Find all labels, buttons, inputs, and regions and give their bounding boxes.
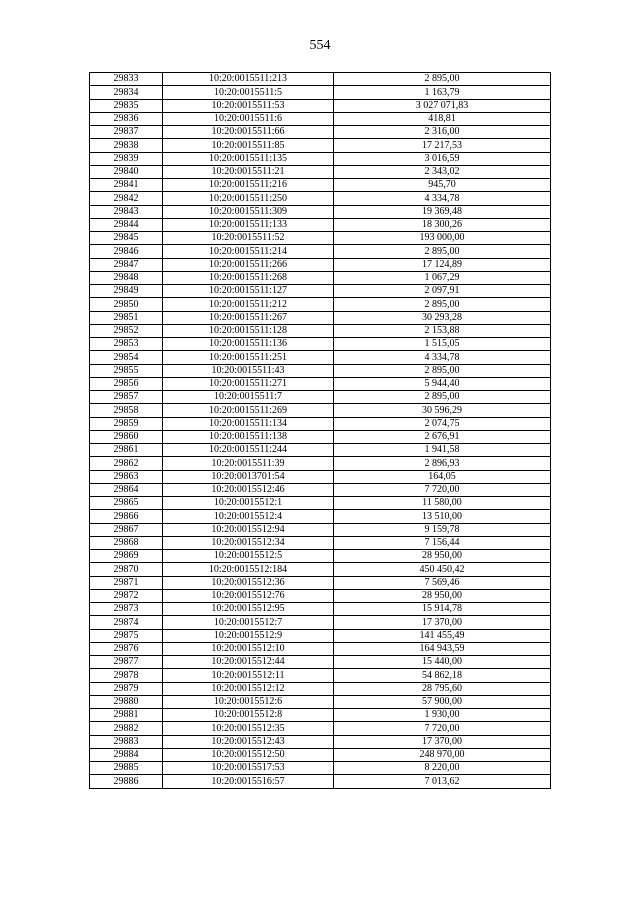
cadastral-value-cell: 57 900,00 <box>334 695 551 708</box>
cadastral-number-cell: 10:20:0015511:127 <box>163 285 334 298</box>
cadastral-number-cell: 10:20:0015512:6 <box>163 695 334 708</box>
table-row <box>90 232 551 245</box>
table-row <box>90 298 551 311</box>
table-row <box>90 417 551 430</box>
table-row <box>90 338 551 351</box>
cadastral-number-cell: 10:20:0015511:7 <box>163 391 334 404</box>
table-row <box>90 285 551 298</box>
cadastral-number-cell: 10:20:0015511:267 <box>163 311 334 324</box>
cadastral-number-cell: 10:20:0015511:212 <box>163 298 334 311</box>
row-number-cell: 29849 <box>90 285 163 298</box>
cadastral-value-cell: 2 316,00 <box>334 126 551 139</box>
cadastral-number-cell: 10:20:0015511:216 <box>163 179 334 192</box>
cadastral-number-cell: 10:20:0015511:5 <box>163 86 334 99</box>
row-number-cell: 29835 <box>90 99 163 112</box>
cadastral-value-cell: 248 970,00 <box>334 748 551 761</box>
cadastral-value-cell: 30 596,29 <box>334 404 551 417</box>
cadastral-number-cell: 10:20:0015512:10 <box>163 642 334 655</box>
table-row <box>90 483 551 496</box>
row-number-cell: 29872 <box>90 589 163 602</box>
row-number-cell: 29862 <box>90 457 163 470</box>
cadastral-number-cell: 10:20:0015512:36 <box>163 576 334 589</box>
table-row <box>90 139 551 152</box>
cadastral-value-cell: 7 720,00 <box>334 483 551 496</box>
cadastral-number-cell: 10:20:0015511:309 <box>163 205 334 218</box>
table-row <box>90 112 551 125</box>
table-row <box>90 563 551 576</box>
row-number-cell: 29834 <box>90 86 163 99</box>
cadastral-number-cell: 10:20:0015512:44 <box>163 656 334 669</box>
cadastral-number-cell: 10:20:0015512:12 <box>163 682 334 695</box>
table-row <box>90 629 551 642</box>
row-number-cell: 29852 <box>90 324 163 337</box>
cadastral-number-cell: 10:20:0013701:54 <box>163 470 334 483</box>
table-row <box>90 391 551 404</box>
row-number-cell: 29881 <box>90 709 163 722</box>
cadastral-number-cell: 10:20:0015511:53 <box>163 99 334 112</box>
row-number-cell: 29851 <box>90 311 163 324</box>
cadastral-value-cell: 15 440,00 <box>334 656 551 669</box>
table-row <box>90 205 551 218</box>
cadastral-number-cell: 10:20:0015511:214 <box>163 245 334 258</box>
cadastral-number-cell: 10:20:0015511:271 <box>163 377 334 390</box>
cadastral-number-cell: 10:20:0015511:6 <box>163 112 334 125</box>
cadastral-number-cell: 10:20:0015511:244 <box>163 444 334 457</box>
row-number-cell: 29880 <box>90 695 163 708</box>
cadastral-value-cell: 2 343,02 <box>334 165 551 178</box>
table-row <box>90 218 551 231</box>
table-row <box>90 444 551 457</box>
row-number-cell: 29840 <box>90 165 163 178</box>
row-number-cell: 29866 <box>90 510 163 523</box>
row-number-cell: 29869 <box>90 550 163 563</box>
cadastral-value-table <box>89 72 551 789</box>
table-row <box>90 404 551 417</box>
row-number-cell: 29868 <box>90 536 163 549</box>
cadastral-number-cell: 10:20:0015512:94 <box>163 523 334 536</box>
table-row <box>90 510 551 523</box>
row-number-cell: 29844 <box>90 218 163 231</box>
table-row <box>90 324 551 337</box>
table-row <box>90 523 551 536</box>
cadastral-value-cell: 18 300,26 <box>334 218 551 231</box>
table-row <box>90 722 551 735</box>
cadastral-number-cell: 10:20:0015511:21 <box>163 165 334 178</box>
cadastral-number-cell: 10:20:0015512:46 <box>163 483 334 496</box>
row-number-cell: 29859 <box>90 417 163 430</box>
table-row <box>90 656 551 669</box>
row-number-cell: 29867 <box>90 523 163 536</box>
cadastral-value-cell: 17 217,53 <box>334 139 551 152</box>
row-number-cell: 29847 <box>90 258 163 271</box>
table-row <box>90 576 551 589</box>
row-number-cell: 29833 <box>90 73 163 86</box>
row-number-cell: 29870 <box>90 563 163 576</box>
table-row <box>90 603 551 616</box>
row-number-cell: 29854 <box>90 351 163 364</box>
cadastral-number-cell: 10:20:0015512:4 <box>163 510 334 523</box>
row-number-cell: 29878 <box>90 669 163 682</box>
row-number-cell: 29882 <box>90 722 163 735</box>
row-number-cell: 29885 <box>90 762 163 775</box>
cadastral-number-cell: 10:20:0015511:250 <box>163 192 334 205</box>
cadastral-number-cell: 10:20:0015512:9 <box>163 629 334 642</box>
cadastral-value-cell: 28 795,60 <box>334 682 551 695</box>
cadastral-number-cell: 10:20:0015512:5 <box>163 550 334 563</box>
cadastral-number-cell: 10:20:0015512:95 <box>163 603 334 616</box>
row-number-cell: 29855 <box>90 364 163 377</box>
cadastral-value-cell: 193 000,00 <box>334 232 551 245</box>
cadastral-value-cell: 141 455,49 <box>334 629 551 642</box>
cadastral-value-cell: 3 016,59 <box>334 152 551 165</box>
cadastral-value-cell: 2 676,91 <box>334 430 551 443</box>
row-number-cell: 29883 <box>90 735 163 748</box>
cadastral-value-cell: 17 370,00 <box>334 616 551 629</box>
cadastral-value-cell: 2 895,00 <box>334 245 551 258</box>
cadastral-value-cell: 4 334,78 <box>334 192 551 205</box>
row-number-cell: 29860 <box>90 430 163 443</box>
table-row <box>90 126 551 139</box>
cadastral-number-cell: 10:20:0015516:57 <box>163 775 334 788</box>
cadastral-value-cell: 945,70 <box>334 179 551 192</box>
cadastral-value-cell: 8 220,00 <box>334 762 551 775</box>
cadastral-number-cell: 10:20:0015511:43 <box>163 364 334 377</box>
row-number-cell: 29853 <box>90 338 163 351</box>
row-number-cell: 29850 <box>90 298 163 311</box>
row-number-cell: 29874 <box>90 616 163 629</box>
row-number-cell: 29846 <box>90 245 163 258</box>
table-row <box>90 258 551 271</box>
row-number-cell: 29864 <box>90 483 163 496</box>
cadastral-number-cell: 10:20:0015512:11 <box>163 669 334 682</box>
table-row <box>90 99 551 112</box>
cadastral-value-cell: 28 950,00 <box>334 550 551 563</box>
table-row <box>90 589 551 602</box>
cadastral-number-cell: 10:20:0015511:251 <box>163 351 334 364</box>
cadastral-value-cell: 164,05 <box>334 470 551 483</box>
row-number-cell: 29873 <box>90 603 163 616</box>
table-row <box>90 351 551 364</box>
cadastral-value-cell: 2 097,91 <box>334 285 551 298</box>
cadastral-number-cell: 10:20:0015511:66 <box>163 126 334 139</box>
cadastral-value-cell: 2 896,93 <box>334 457 551 470</box>
row-number-cell: 29843 <box>90 205 163 218</box>
row-number-cell: 29836 <box>90 112 163 125</box>
table-row <box>90 457 551 470</box>
cadastral-value-cell: 2 074,75 <box>334 417 551 430</box>
cadastral-value-cell: 7 720,00 <box>334 722 551 735</box>
cadastral-value-cell: 7 156,44 <box>334 536 551 549</box>
cadastral-number-cell: 10:20:0015511:135 <box>163 152 334 165</box>
table-row <box>90 682 551 695</box>
table-row <box>90 669 551 682</box>
row-number-cell: 29884 <box>90 748 163 761</box>
table-row <box>90 735 551 748</box>
table-row <box>90 311 551 324</box>
cadastral-value-cell: 7 569,46 <box>334 576 551 589</box>
cadastral-value-cell: 1 163,79 <box>334 86 551 99</box>
table-row <box>90 192 551 205</box>
row-number-cell: 29839 <box>90 152 163 165</box>
cadastral-value-cell: 30 293,28 <box>334 311 551 324</box>
cadastral-value-cell: 450 450,42 <box>334 563 551 576</box>
row-number-cell: 29875 <box>90 629 163 642</box>
cadastral-value-cell: 4 334,78 <box>334 351 551 364</box>
table-row <box>90 748 551 761</box>
cadastral-number-cell: 10:20:0015511:268 <box>163 271 334 284</box>
cadastral-value-cell: 2 153,88 <box>334 324 551 337</box>
cadastral-value-cell: 28 950,00 <box>334 589 551 602</box>
cadastral-value-cell: 5 944,40 <box>334 377 551 390</box>
cadastral-value-cell: 1 930,00 <box>334 709 551 722</box>
table-row <box>90 245 551 258</box>
row-number-cell: 29861 <box>90 444 163 457</box>
table-row <box>90 695 551 708</box>
row-number-cell: 29837 <box>90 126 163 139</box>
row-number-cell: 29876 <box>90 642 163 655</box>
table-row <box>90 86 551 99</box>
cadastral-value-cell: 15 914,78 <box>334 603 551 616</box>
cadastral-number-cell: 10:20:0015512:76 <box>163 589 334 602</box>
cadastral-number-cell: 10:20:0015511:52 <box>163 232 334 245</box>
cadastral-number-cell: 10:20:0015511:266 <box>163 258 334 271</box>
row-number-cell: 29865 <box>90 497 163 510</box>
cadastral-number-cell: 10:20:0015511:136 <box>163 338 334 351</box>
table-row <box>90 152 551 165</box>
table-row <box>90 271 551 284</box>
table-row <box>90 377 551 390</box>
row-number-cell: 29842 <box>90 192 163 205</box>
row-number-cell: 29848 <box>90 271 163 284</box>
page-number: 554 <box>309 38 331 53</box>
row-number-cell: 29886 <box>90 775 163 788</box>
table-row <box>90 775 551 788</box>
cadastral-value-cell: 2 895,00 <box>334 364 551 377</box>
row-number-cell: 29856 <box>90 377 163 390</box>
cadastral-value-cell: 9 159,78 <box>334 523 551 536</box>
cadastral-value-cell: 1 515,05 <box>334 338 551 351</box>
cadastral-number-cell: 10:20:0015511:138 <box>163 430 334 443</box>
cadastral-value-cell: 13 510,00 <box>334 510 551 523</box>
cadastral-number-cell: 10:20:0015511:213 <box>163 73 334 86</box>
table-row <box>90 536 551 549</box>
cadastral-number-cell: 10:20:0015512:1 <box>163 497 334 510</box>
table-row <box>90 430 551 443</box>
table-row <box>90 550 551 563</box>
cadastral-value-cell: 418,81 <box>334 112 551 125</box>
row-number-cell: 29838 <box>90 139 163 152</box>
cadastral-value-cell: 19 369,48 <box>334 205 551 218</box>
table-body <box>90 73 551 789</box>
table-row <box>90 709 551 722</box>
cadastral-number-cell: 10:20:0015512:50 <box>163 748 334 761</box>
row-number-cell: 29857 <box>90 391 163 404</box>
cadastral-number-cell: 10:20:0015512:43 <box>163 735 334 748</box>
cadastral-number-cell: 10:20:0015517:53 <box>163 762 334 775</box>
row-number-cell: 29845 <box>90 232 163 245</box>
cadastral-number-cell: 10:20:0015511:85 <box>163 139 334 152</box>
table-row <box>90 470 551 483</box>
cadastral-value-cell: 2 895,00 <box>334 73 551 86</box>
row-number-cell: 29877 <box>90 656 163 669</box>
row-number-cell: 29858 <box>90 404 163 417</box>
row-number-cell: 29871 <box>90 576 163 589</box>
cadastral-number-cell: 10:20:0015511:134 <box>163 417 334 430</box>
cadastral-value-cell: 1 067,29 <box>334 271 551 284</box>
table-row <box>90 165 551 178</box>
cadastral-number-cell: 10:20:0015512:7 <box>163 616 334 629</box>
cadastral-value-cell: 17 370,00 <box>334 735 551 748</box>
cadastral-number-cell: 10:20:0015511:133 <box>163 218 334 231</box>
table-row <box>90 73 551 86</box>
cadastral-number-cell: 10:20:0015512:35 <box>163 722 334 735</box>
cadastral-number-cell: 10:20:0015512:34 <box>163 536 334 549</box>
cadastral-value-cell: 11 580,00 <box>334 497 551 510</box>
cadastral-value-cell: 2 895,00 <box>334 391 551 404</box>
cadastral-value-cell: 3 027 071,83 <box>334 99 551 112</box>
cadastral-number-cell: 10:20:0015511:39 <box>163 457 334 470</box>
cadastral-number-cell: 10:20:0015511:269 <box>163 404 334 417</box>
cadastral-value-cell: 164 943,59 <box>334 642 551 655</box>
cadastral-number-cell: 10:20:0015511:128 <box>163 324 334 337</box>
row-number-cell: 29863 <box>90 470 163 483</box>
table-row <box>90 364 551 377</box>
row-number-cell: 29841 <box>90 179 163 192</box>
row-number-cell: 29879 <box>90 682 163 695</box>
cadastral-value-cell: 17 124,89 <box>334 258 551 271</box>
table-row <box>90 497 551 510</box>
cadastral-number-cell: 10:20:0015512:8 <box>163 709 334 722</box>
table-row <box>90 762 551 775</box>
table-row <box>90 179 551 192</box>
cadastral-value-cell: 54 862,18 <box>334 669 551 682</box>
table-row <box>90 642 551 655</box>
table-row <box>90 616 551 629</box>
cadastral-number-cell: 10:20:0015512:184 <box>163 563 334 576</box>
cadastral-value-cell: 1 941,58 <box>334 444 551 457</box>
cadastral-value-cell: 2 895,00 <box>334 298 551 311</box>
cadastral-value-cell: 7 013,62 <box>334 775 551 788</box>
